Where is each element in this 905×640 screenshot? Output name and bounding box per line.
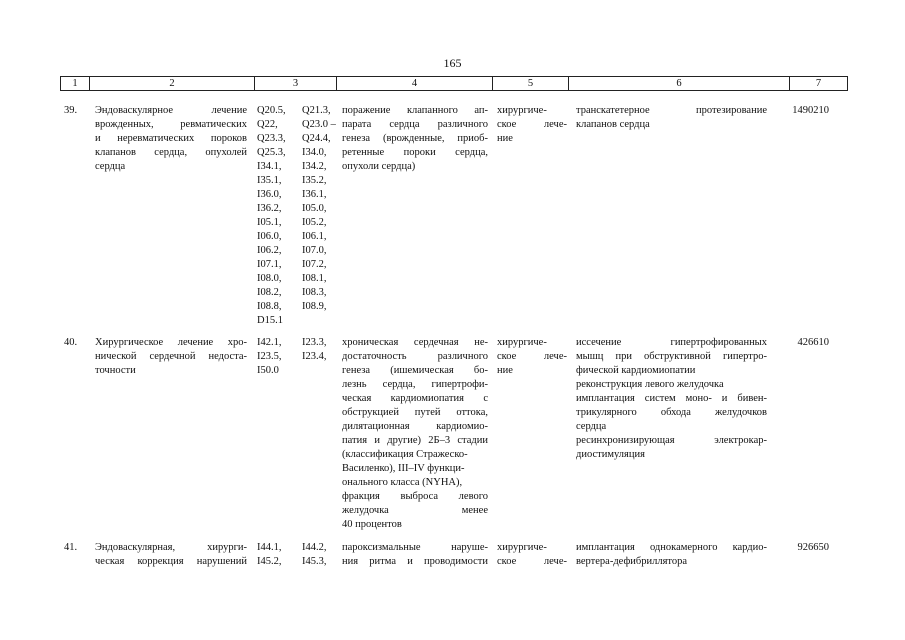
patient-condition-line: ческая кардиомиопатия с [342, 393, 488, 404]
icd-codes [257, 104, 336, 328]
procedure-name-line: врожденных, ревматических [95, 119, 247, 130]
procedure-name-line: и неревматических пороков [95, 133, 247, 144]
row-number: 39. [64, 105, 78, 116]
patient-condition-line: лезнь сердца, гипертрофи- [342, 379, 488, 390]
procedure-name-line: Эндоваскулярная, хирурги- [95, 542, 247, 553]
icd-code: I45.2, [257, 556, 282, 567]
icd-code-pair [257, 188, 332, 202]
patient-condition-line: Василенко), III–IV функци- [342, 463, 465, 474]
treatment-type [497, 336, 567, 378]
patient-condition-line: генеза (врожденные, приоб- [342, 133, 488, 144]
treatment-type-line: хирургиче- [497, 542, 547, 553]
treatment-method [576, 336, 767, 462]
icd-code: I07.0, [302, 245, 327, 256]
patient-condition-line: генеза (ишемическая бо- [342, 365, 488, 376]
header-col-2: 2 [90, 77, 255, 90]
icd-code: I06.1, [302, 231, 327, 242]
icd-code: I08.0, [257, 273, 282, 284]
icd-code-pair [257, 104, 332, 118]
icd-code: I36.1, [302, 189, 327, 200]
icd-code: I08.9, [302, 301, 327, 312]
header-col-4: 4 [337, 77, 493, 90]
icd-code: I05.0, [302, 203, 327, 214]
icd-code: I36.2, [257, 203, 282, 214]
patient-condition [342, 336, 488, 532]
icd-code: I06.0, [257, 231, 282, 242]
icd-code-pair [257, 286, 332, 300]
patient-condition-line: ния ритма и проводимости [342, 556, 488, 567]
treatment-method-line: транскатетерное протезирование [576, 105, 767, 116]
treatment-type-line: ское лече- [497, 556, 567, 567]
icd-code: I34.1, [257, 161, 282, 172]
icd-code-pair [257, 555, 332, 569]
treatment-method-line: трикулярного обхода желудочков [576, 407, 767, 418]
page-number: 165 [443, 56, 462, 70]
icd-code [302, 314, 332, 328]
icd-code: D15.1 [257, 315, 283, 326]
patient-condition-line: достаточность различного [342, 351, 488, 362]
table-header [60, 76, 848, 91]
icd-code: Q21.3, [302, 105, 331, 116]
treatment-method-line: диостимуляция [576, 449, 645, 460]
patient-condition-line: опухоли сердца) [342, 161, 416, 172]
row-number: 41. [64, 542, 78, 553]
treatment-method-line: ресинхронизирующая электрокар- [576, 435, 767, 446]
icd-code-pair [257, 272, 332, 286]
procedure-name [95, 336, 247, 378]
icd-code-pair [257, 314, 332, 328]
treatment-type-line: ние [497, 365, 513, 376]
icd-code: I34.2, [302, 161, 327, 172]
icd-code: I42.1, [257, 337, 282, 348]
icd-code-pair [257, 350, 332, 364]
patient-condition-line: желудочка менее [342, 505, 488, 516]
patient-condition-line: ретенные пороки сердца, [342, 147, 488, 158]
icd-code: Q23.3, [257, 133, 286, 144]
header-col-3: 3 [255, 77, 337, 90]
header-col-5: 5 [493, 77, 569, 90]
treatment-method-line: вертера-дефибриллятора [576, 556, 688, 567]
patient-condition [342, 541, 488, 569]
patient-condition-line: онального класса (NYHA), [342, 477, 463, 488]
icd-code: I23.3, [302, 337, 327, 348]
icd-code: I23.4, [302, 351, 327, 362]
treatment-type [497, 541, 567, 569]
patient-condition-line: (классификация Стражеско- [342, 449, 468, 460]
icd-code [302, 364, 332, 378]
icd-code: I07.2, [302, 259, 327, 270]
icd-code: Q22, [257, 119, 278, 130]
procedure-name-line: нической сердечной недоста- [95, 351, 247, 362]
treatment-method-line: фической кардиомиопатии [576, 365, 696, 376]
icd-code: Q20.5, [257, 105, 286, 116]
patient-condition-line: пароксизмальные наруше- [342, 542, 488, 553]
patient-condition-line: поражение клапанного ап- [342, 105, 488, 116]
patient-condition-line: парата сердца различного [342, 119, 488, 130]
icd-code: I44.1, [257, 542, 282, 553]
icd-code-pair [257, 202, 332, 216]
icd-code: I08.1, [302, 273, 327, 284]
treatment-method [576, 541, 767, 569]
icd-code: I45.3, [302, 556, 327, 567]
cost-value: 426610 [797, 337, 829, 348]
icd-code-pair [257, 258, 332, 272]
treatment-type-line: хирургиче- [497, 337, 547, 348]
treatment-method-line: имплантация систем моно- и бивен- [576, 393, 767, 404]
patient-condition [342, 104, 488, 174]
procedure-name-line: Хирургическое лечение хро- [95, 337, 247, 348]
icd-code-pair [257, 160, 332, 174]
icd-code: I35.2, [302, 175, 327, 186]
procedure-name-line: сердца [95, 161, 126, 172]
treatment-type-line: ние [497, 133, 513, 144]
icd-code-pair [257, 364, 332, 378]
row-number: 40. [64, 337, 78, 348]
icd-code: I35.1, [257, 175, 282, 186]
icd-code: I36.0, [257, 189, 282, 200]
treatment-type-line: хирургиче- [497, 105, 547, 116]
icd-codes [257, 336, 332, 378]
procedure-name-line: точности [95, 365, 136, 376]
icd-code-pair [257, 230, 332, 244]
icd-code-pair [257, 541, 332, 555]
icd-code: I08.8, [257, 301, 282, 312]
procedure-name [95, 541, 247, 569]
icd-code-pair [257, 132, 332, 146]
procedure-name [95, 104, 247, 174]
treatment-method-line: имплантация однокамерного кардио- [576, 542, 767, 553]
icd-code: I08.3, [302, 287, 327, 298]
treatment-method-line: реконструкция левого желудочка [576, 379, 724, 390]
icd-code: I07.1, [257, 259, 282, 270]
icd-code: I50.0 [257, 365, 279, 376]
treatment-method-line: клапанов сердца [576, 119, 650, 130]
icd-code: I05.1, [257, 217, 282, 228]
icd-code: I44.2, [302, 542, 327, 553]
icd-codes [257, 541, 332, 569]
patient-condition-line: хроническая сердечная не- [342, 337, 488, 348]
icd-code-pair [257, 146, 332, 160]
icd-code: I06.2, [257, 245, 282, 256]
icd-code-pair [257, 300, 332, 314]
patient-condition-line: дилятационная кардиомио- [342, 421, 488, 432]
cost-value: 1490210 [792, 105, 829, 116]
header-col-6: 6 [569, 77, 790, 90]
icd-code: Q23.0 – [302, 119, 336, 130]
icd-code: I34.0, [302, 147, 327, 158]
icd-code: Q25.3, [257, 147, 286, 158]
icd-code-pair [257, 174, 332, 188]
icd-code: I08.2, [257, 287, 282, 298]
icd-code-pair [257, 244, 332, 258]
patient-condition-line: патия и другие) 2Б–3 стадии [342, 435, 488, 446]
header-col-1: 1 [61, 77, 90, 90]
icd-code: Q24.4, [302, 133, 331, 144]
treatment-type [497, 104, 567, 146]
icd-code: I23.5, [257, 351, 282, 362]
icd-code-pair [257, 336, 332, 350]
procedure-name-line: Эндоваскулярное лечение [95, 105, 247, 116]
header-col-7: 7 [790, 77, 848, 90]
treatment-method-line: сердца [576, 421, 607, 432]
icd-code-pair [257, 118, 336, 132]
treatment-method-line: иссечение гипертрофированных [576, 337, 767, 348]
patient-condition-line: обструкцией путей оттока, [342, 407, 488, 418]
patient-condition-line: фракция выброса левого [342, 491, 488, 502]
procedure-name-line: клапанов сердца, опухолей [95, 147, 247, 158]
treatment-method-line: мышц при обструктивной гипертро- [576, 351, 767, 362]
treatment-type-line: ское лече- [497, 351, 567, 362]
icd-code-pair [257, 216, 332, 230]
patient-condition-line: 40 процентов [342, 519, 402, 530]
icd-code: I05.2, [302, 217, 327, 228]
cost-value: 926650 [797, 542, 829, 553]
procedure-name-line: ческая коррекция нарушений [95, 556, 247, 567]
treatment-method [576, 104, 767, 132]
treatment-type-line: ское лече- [497, 119, 567, 130]
